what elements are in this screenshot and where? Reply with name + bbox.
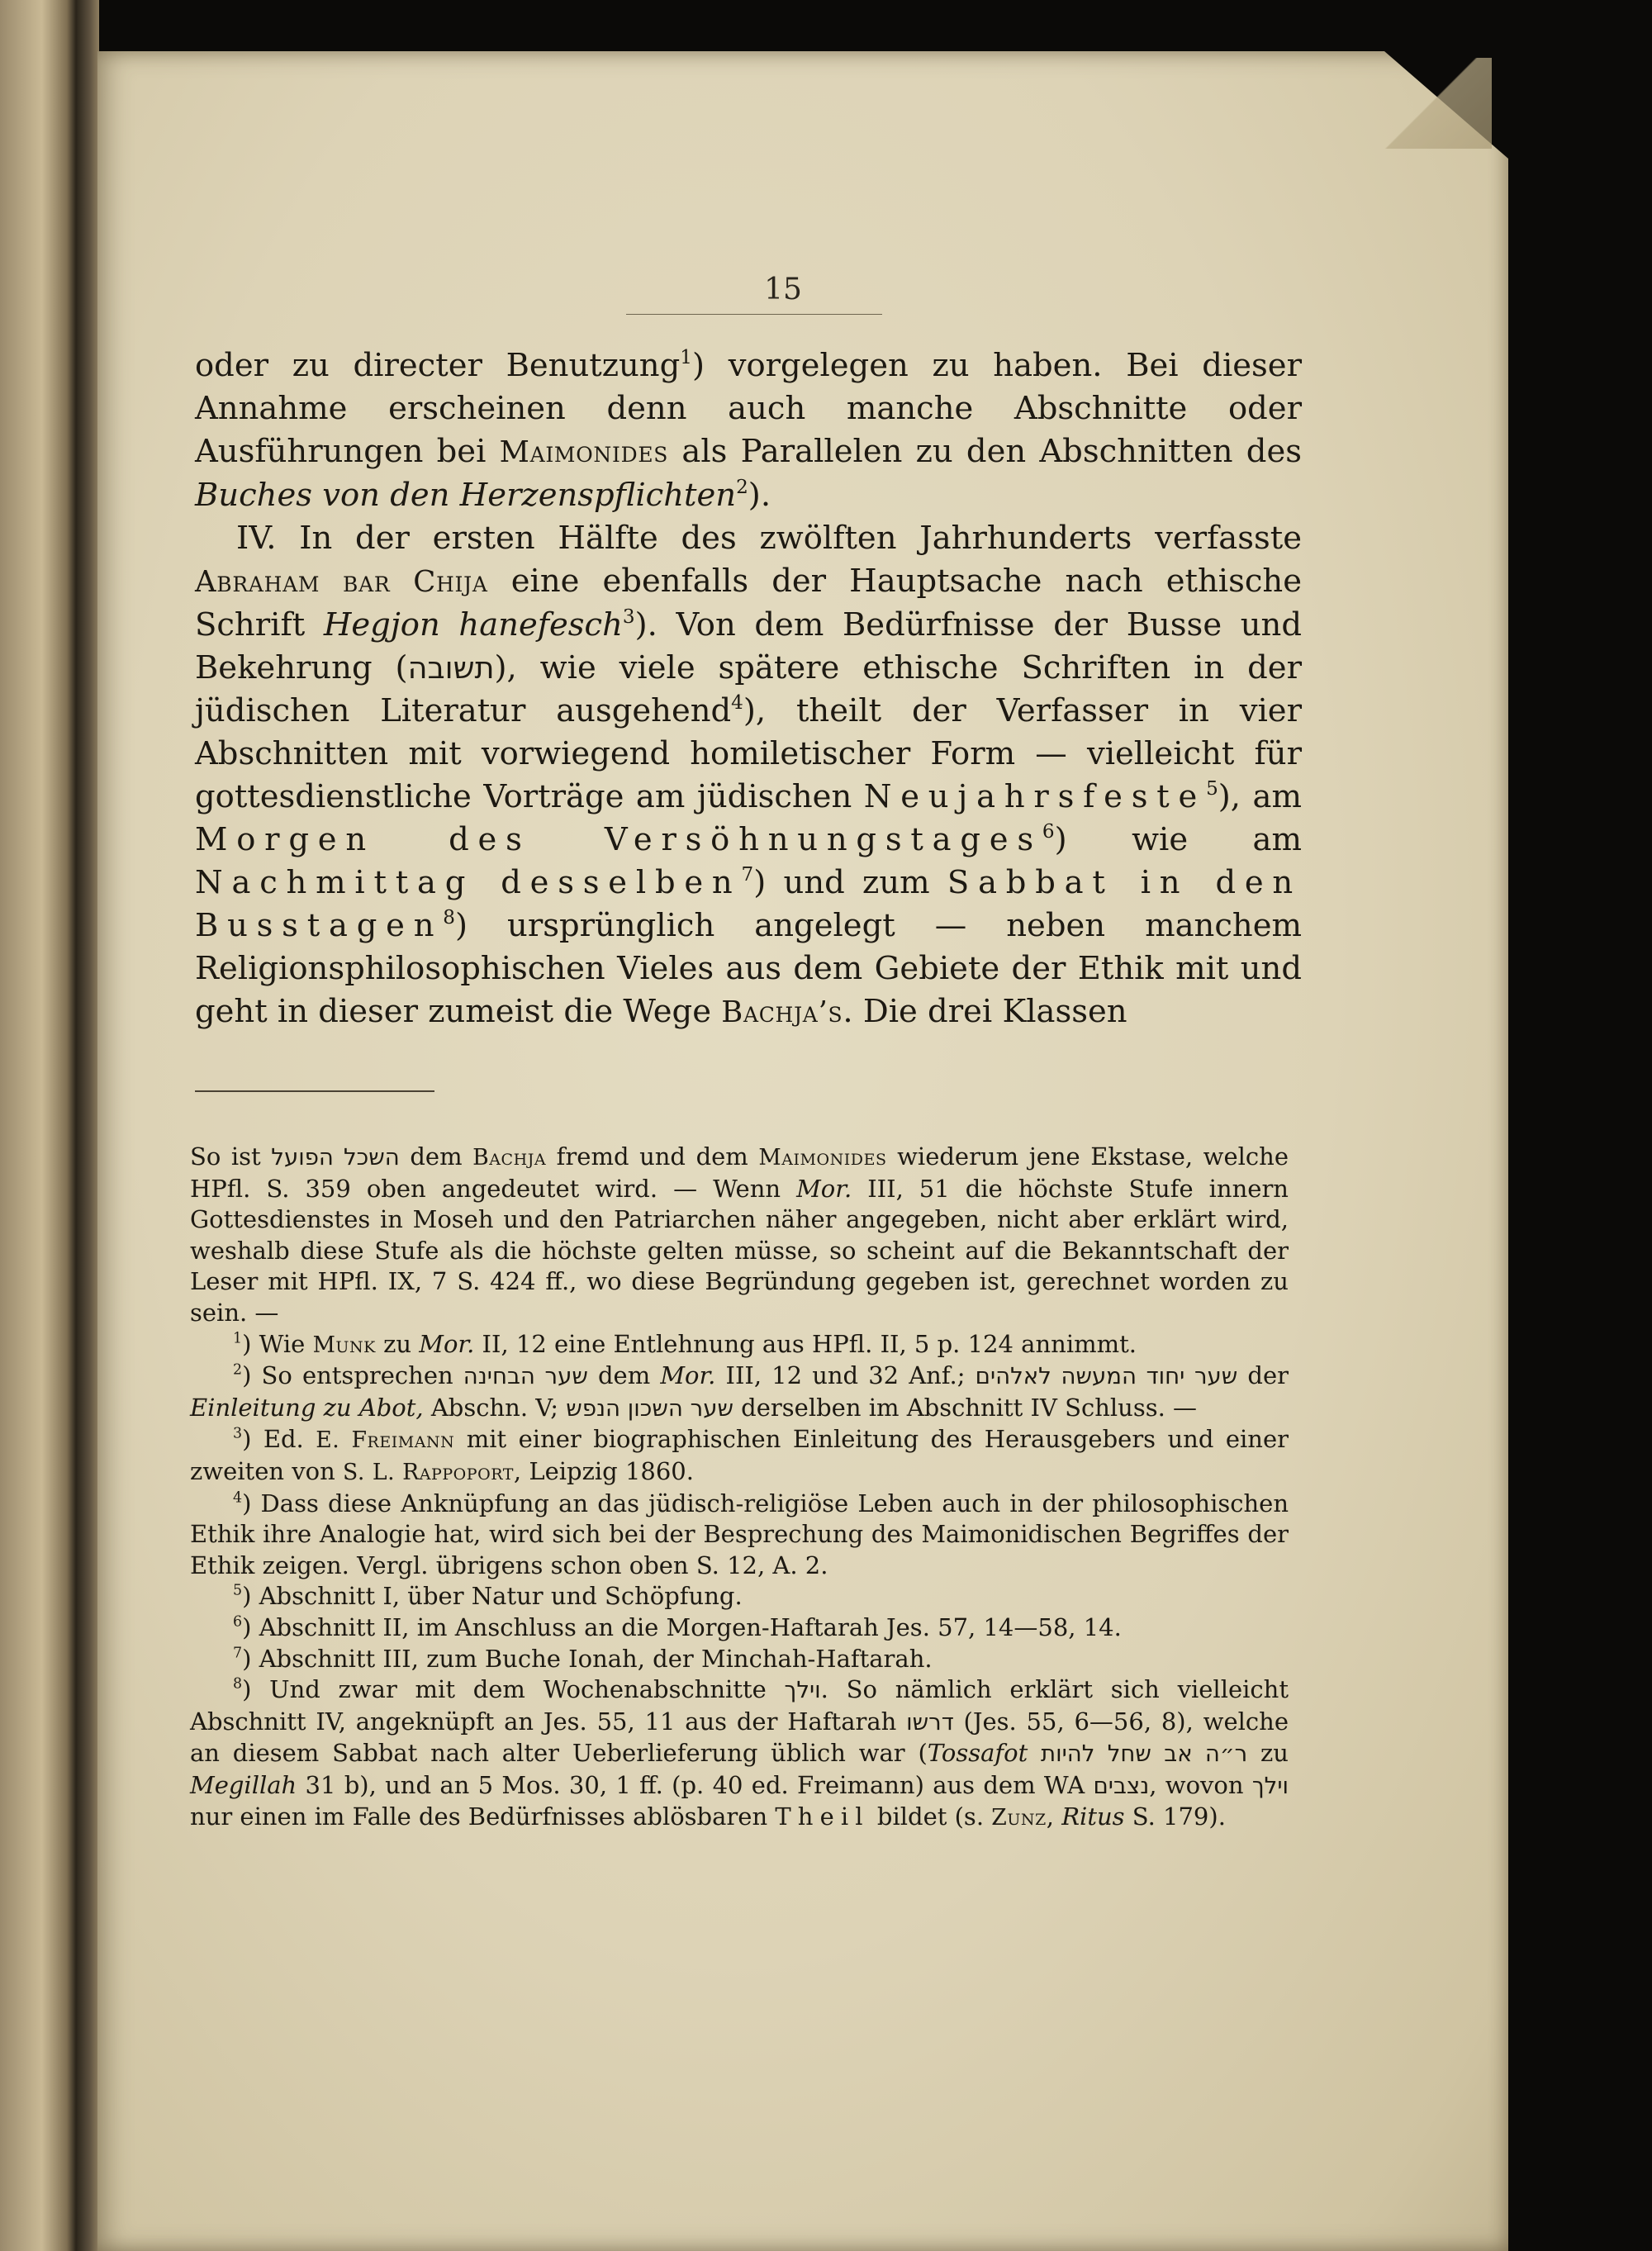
footnote-5: $^5$) Abschnitt I, über Natur und Schöpfung.: [233, 1582, 743, 1611]
previous-page-edge: [0, 0, 76, 2251]
hebrew-term: שער הבחינה: [463, 1363, 588, 1390]
footnote-6: $^6$) Abschnitt II, im Anschluss an die Morgen-Haftarah Jes. 57, 14—58, 14.: [233, 1612, 1122, 1641]
book-title: Buches von den Herzenspflichten: [195, 477, 737, 514]
author-name: Bachja’s: [721, 995, 843, 1029]
page-number: 15: [764, 273, 802, 306]
footnote-4: $^4$) Dass diese Anknüpfung an das jüdisch-religiöse Leben auch in der philosophischen Ethik ihre Analogie hat, wird sich bei der Besprechung des Maimonidischen Begriffes der Ethik zeigen. Vergl. übrigens schon oben S. 12, A. 2.: [190, 1489, 1289, 1579]
hebrew-term: וילך: [1251, 1772, 1289, 1799]
spaced-term: Neujahrsfeste: [863, 778, 1207, 815]
footnote-3: $^3$) Ed. E. Freimann mit einer biographischen Einleitung des Herausgebers und einer zweiten von S. L. Rappoport, Leipzig 1860.: [190, 1425, 1289, 1485]
hebrew-term: נצבים: [1093, 1772, 1150, 1799]
hebrew-term: דרשו: [906, 1708, 954, 1736]
footnote-ref: 2: [736, 477, 748, 498]
hebrew-term: תשובה: [407, 650, 495, 686]
hebrew-term: וילך: [784, 1677, 821, 1704]
hebrew-term: ר״ה אב שחל להיות: [1041, 1740, 1248, 1768]
author-name: Maimonides: [499, 435, 669, 469]
footnote-8: $^8$) Und zwar mit dem Wochenabschnitte וילך. So nämlich erklärt sich vielleicht Abschnitt IV, angeknüpft an Jes. 55, 11 aus der Haftarah דרשו (Jes. 55, 6—56, 8), welche an diesem Sabbat nach alter Ueberlieferung üblich war (Tossafot ר״ה אב שחל להיות zu Megillah 31 b), und an 5 Mos. 30, 1 ff. (p. 40 ed. Freimann) aus dem WA נצבים, wovon וילך nur einen im Falle des Bedürfnisses ablösbaren Theil bildet (s. Zunz, Ritus S. 179).: [190, 1675, 1289, 1831]
spaced-term: Morgen des Versöhnungstages: [195, 821, 1042, 858]
page: [97, 51, 1508, 2251]
footnote-ref: 3: [622, 606, 635, 628]
footnote-ref: 6: [1042, 821, 1055, 843]
footnote-1: $^1$) Wie Munk zu Mor. II, 12 eine Entlehnung aus HPfl. II, 5 p. 124 annimmt.: [233, 1329, 1137, 1358]
author-name: Bachja: [472, 1145, 547, 1171]
footnote-7: $^7$) Abschnitt III, zum Buche Ionah, der Minchah-Haftarah.: [233, 1644, 933, 1673]
paragraph-1: oder zu directer Benutzung$^1$) vorgelegen zu haben. Bei dieser Annahme erscheinen denn auch manche Abschnitte oder Ausführungen bei Maimonides als Parallelen zu den Abschnitten des Buches von den Herzenspflichten$^2$).: [195, 347, 1302, 514]
footnote-continued: So ist השכל הפועל dem Bachja fremd und dem Maimonides wiederum jene Ekstase, welche HPfl. S. 359 oben angedeutet wird. — Wenn Mor. III, 51 die höchste Stufe innern Gottesdienstes in Moseh und den Patriarchen näher angegeben, nicht aber erklärt wird, weshalb diese Stufe als die höchste gelten müsse, so scheint auf die Bekanntschaft der Leser mit HPfl. IX, 7 S. 424 ff., wo diese Begründung gegeben ist, gerechnet worden zu sein. —: [190, 1142, 1289, 1327]
hebrew-term: שער יחוד המעשה לאלהים: [975, 1363, 1238, 1390]
book-gutter: [76, 0, 99, 2251]
footnote-ref: 5: [1206, 778, 1218, 800]
footnote-ref: 4: [731, 692, 743, 714]
hebrew-term: שער השכון הנפש: [566, 1394, 733, 1422]
footnote-ref: 8: [443, 907, 455, 928]
main-text: [195, 344, 1302, 1034]
hebrew-term: השכל הפועל: [271, 1144, 400, 1171]
footnote-2: $^2$) So entsprechen שער הבחינה dem Mor. III, 12 und 32 Anf.; שער יחוד המעשה לאלהים der Einleitung zu Abot, Abschn. V; שער השכון הנפש derselben im Abschnitt IV Schluss. —: [190, 1361, 1289, 1422]
author-name: Maimonides: [758, 1145, 887, 1171]
paragraph-2: IV. In der ersten Hälfte des zwölften Jahrhunderts verfasste Abraham bar Chija eine ebenfalls der Hauptsache nach ethische Schrift Hegjon hanefesch$^3$). Von dem Bedürfnisse der Busse und Bekehrung (תשובה), wie viele spätere ethische Schriften in der jüdischen Literatur ausgehend$^4$), theilt der Verfasser in vier Abschnitten mit vorwiegend homiletischer Form — vielleicht für gottesdienstliche Vorträge am jüdischen Neujahrsfeste$^5$), am Morgen des Versöhnungstages$^6$) wie am Nachmittag desselben$^7$) und zum Sabbat in den Busstagen$^8$) ursprünglich angelegt — neben manchem Religionsphilosophischen Vieles aus dem Gebiete der Ethik mit und geht in dieser zumeist die Wege Bachja’s. Die drei Klassen: [195, 520, 1303, 1030]
footnote-rule: [195, 1090, 434, 1092]
book-title: Hegjon hanefesch: [323, 606, 623, 643]
spaced-term: Nachmittag desselben: [195, 864, 742, 901]
author-name: Abraham bar Chija: [195, 565, 488, 599]
header-rule: [626, 314, 882, 315]
footnote-ref: 7: [741, 864, 754, 886]
folded-corner: [1368, 58, 1492, 149]
footnotes: [190, 1142, 1289, 1834]
footnote-ref: 1: [680, 347, 692, 368]
spaced-term: Sabbat in den Busstagen: [195, 864, 1303, 944]
